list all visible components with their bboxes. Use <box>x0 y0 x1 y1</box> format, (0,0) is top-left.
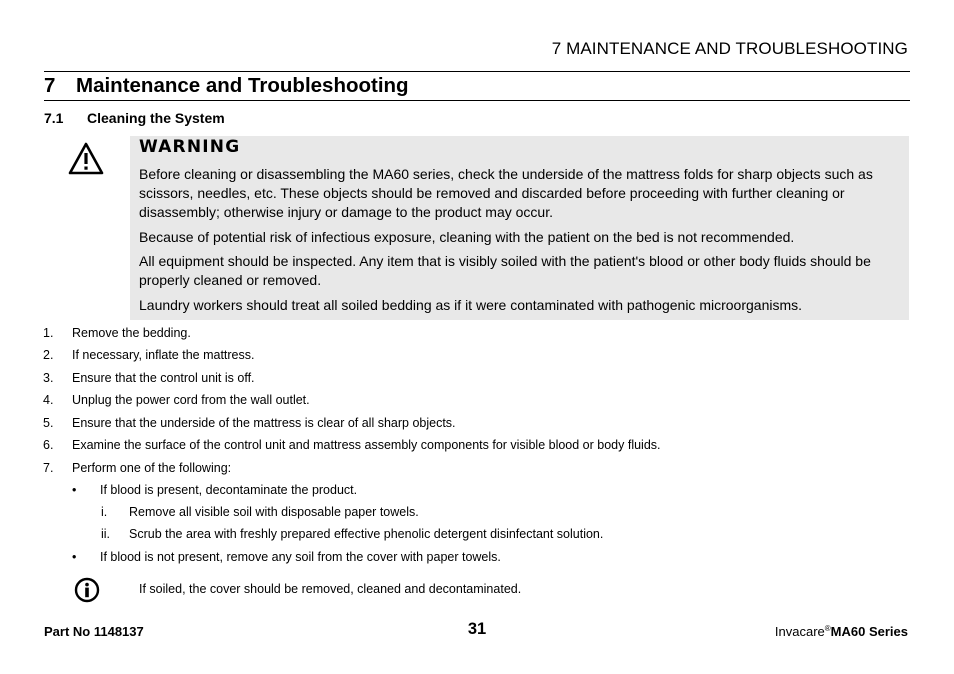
brand-name: Invacare <box>774 624 825 639</box>
info-note: If soiled, the cover should be removed, cleaned and decontaminated. <box>139 582 522 596</box>
part-number: Part No 1148137 <box>44 624 144 639</box>
running-head: 7 MAINTENANCE AND TROUBLESHOOTING <box>551 39 908 58</box>
chapter-title-text: Maintenance and Troubleshooting <box>76 74 409 97</box>
warning-title: WARNING <box>139 137 241 157</box>
section-title-text: Cleaning the System <box>87 110 225 126</box>
warning-paragraph: All equipment should be inspected. Any item that is visibly soiled with the patient's blood or other body fluids should be properly cleaned or removed. <box>139 253 871 289</box>
section-title <box>44 110 225 126</box>
sub-step-number: i. <box>101 505 108 519</box>
step-text: Unplug the power cord from the wall outlet. <box>72 393 310 407</box>
bullet-text: If blood is not present, remove any soil from the cover with paper towels. <box>100 550 501 564</box>
step-number: 6. <box>43 438 54 452</box>
step-number: 7. <box>43 461 54 475</box>
step-number: 4. <box>43 393 54 407</box>
info-icon <box>74 577 100 603</box>
sub-step-text: Scrub the area with freshly prepared effective phenolic detergent disinfectant solution. <box>129 527 604 541</box>
registered-mark: ® <box>824 624 831 633</box>
page-number: 31 <box>467 620 487 638</box>
bullet-symbol: • <box>72 483 77 497</box>
step-text: Perform one of the following: <box>72 461 232 475</box>
step-number: 5. <box>43 416 54 430</box>
chapter-rule <box>44 100 910 101</box>
step-number: 1. <box>43 326 54 340</box>
step-text: If necessary, inflate the mattress. <box>72 348 255 362</box>
step-text: Ensure that the underside of the mattress is clear of all sharp objects. <box>72 416 456 430</box>
bullet-symbol: • <box>72 550 77 564</box>
warning-triangle-icon <box>68 142 104 176</box>
bullet-text: If blood is present, decontaminate the product. <box>100 483 358 497</box>
step-number: 2. <box>43 348 54 362</box>
warning-paragraph: Because of potential risk of infectious exposure, cleaning with the patient on the bed is not recommended. <box>139 229 795 245</box>
chapter-number: 7 <box>44 74 56 97</box>
step-number: 3. <box>43 371 54 385</box>
warning-paragraph: Before cleaning or disassembling the MA60 series, check the underside of the mattress folds for sharp objects such as scissors, needles, etc. These objects should be removed and discarded before proceeding with further cleaning or disassembly; otherwise injury or damage to the product may occur. <box>139 166 873 221</box>
product-name <box>775 624 908 639</box>
warning-paragraph: Laundry workers should treat all soiled bedding as if it were contaminated with pathogenic microorganisms. <box>139 297 803 313</box>
chapter-title <box>44 71 409 100</box>
step-text: Remove the bedding. <box>72 326 191 340</box>
sub-step-number: ii. <box>101 527 111 541</box>
step-text: Ensure that the control unit is off. <box>72 371 255 385</box>
sub-step-text: Remove all visible soil with disposable paper towels. <box>129 505 419 519</box>
product-series: MA60 Series <box>830 624 908 639</box>
step-text: Examine the surface of the control unit and mattress assembly components for visible blood or body fluids. <box>72 438 661 452</box>
section-number: 7.1 <box>44 110 64 126</box>
